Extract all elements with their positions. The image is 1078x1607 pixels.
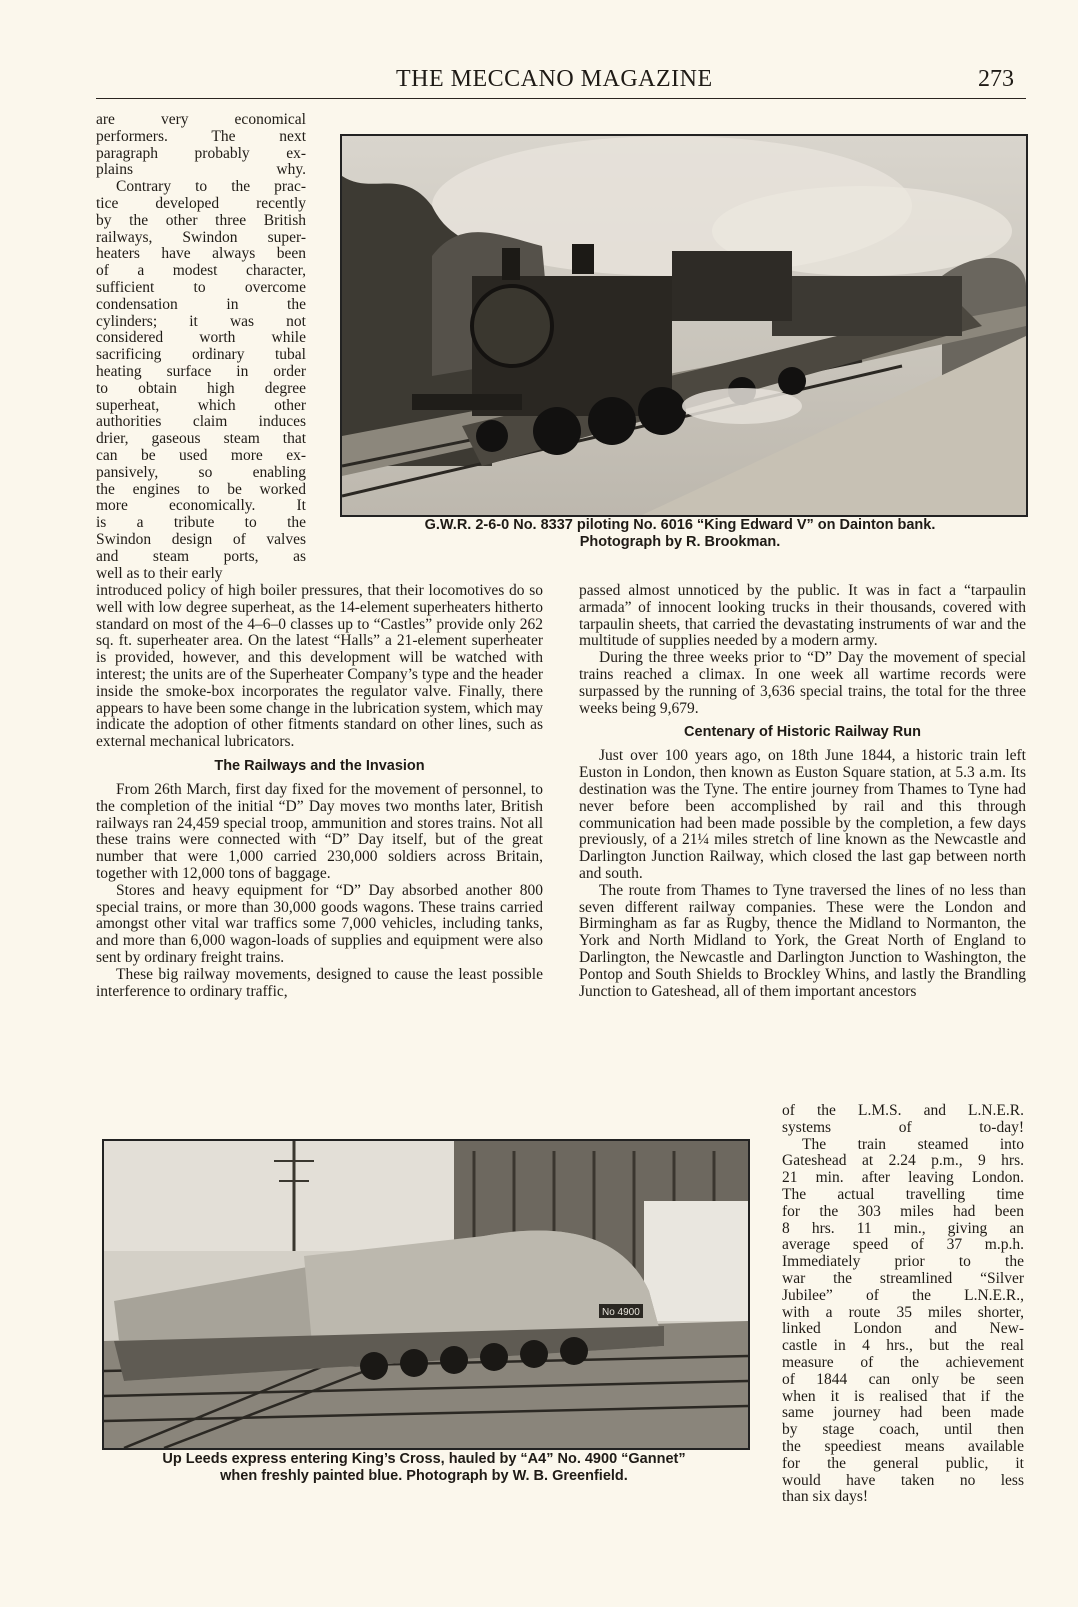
narrow-column-bottom-line: 8 hrs. 11 min., giving an [782,1220,1024,1237]
page-number: 273 [978,66,1014,92]
narrow-column-line: and steam ports, as [96,548,306,565]
narrow-column-bottom-line: measure of the achievement [782,1354,1024,1371]
narrow-column-bottom-line: would have taken no less [782,1472,1024,1489]
narrow-column-bottom-lines [782,1103,1024,1506]
narrow-column-line: well as to their early [96,565,223,582]
narrow-column-line: sufficient to overcome [96,279,306,296]
paragraph-movements: These big railway movements, designed to cause the least possible interference to ordinary traffic, [96,965,543,1000]
narrow-column-bottom-line: linked London and New- [782,1321,1024,1338]
narrow-column-line: drier, gaseous steam that [96,431,306,448]
narrow-column-bottom-line: castle in 4 hrs., but the real [782,1338,1024,1355]
narrow-column-bottom-line: for the 303 miles had been [782,1203,1024,1220]
left-column [96,583,543,1000]
paragraph-route: The route from Thames to Tyne traversed the lines of no less than seven different railway companies. These were the London and Birmingham as far as Rugby, thence the Midland to Normanton, the York and North Midland to York, the Great North of England to Darlington, the Newcastle and Darlington Junction to Washington, the Pontop and South Shields to Brockley Whins, and lastly the Brandling Junction to Gateshead, all of them important ancestors [579,881,1026,1000]
narrow-column-line: tice developed recently [96,195,306,212]
paragraph-stores: Stores and heavy equipment for “D” Day absorbed another 800 special trains, or more than 30,000 goods wagons. These trains carried amongst other vital war traffics some 7,000 vehicles, including tanks, and more than 6,000 wagon-loads of supplies and equipment were also sent by ordinary freight trains. [96,881,543,966]
narrow-column-line: of a modest character, [96,263,306,280]
narrow-column-bottom-line: for the general public, it [782,1455,1024,1472]
narrow-column-line: Contrary to the prac- [116,179,306,196]
narrow-column-line: plains why. [96,162,306,179]
narrow-column-line: more economically. It [96,498,306,515]
narrow-column-line: to obtain high degree [96,380,306,397]
narrow-column-line: Swindon design of valves [96,531,306,548]
narrow-column-line: sacrificing ordinary tubal [96,347,306,364]
bottom-caption-line1: Up Leeds express entering King’s Cross, hauled by “A4” No. 4900 “Gannet” [162,1451,686,1467]
narrow-column-bottom-line: Jubilee” of the L.N.E.R., [782,1287,1024,1304]
narrow-column-bottom-line: same journey had been made [782,1405,1024,1422]
narrow-column-bottom-line: the speediest means available [782,1438,1024,1455]
narrow-column-line: the engines to be worked [96,481,306,498]
engine-number-plate: No 4900 [602,1307,640,1318]
photo-a4-gannet [102,1139,750,1450]
narrow-column-bottom-line: with a route 35 miles shorter, [782,1304,1024,1321]
paragraph-troop-trains: From 26th March, first day fixed for the movement of personnel, to the completion of the initial “D” Day moves two months later, British railways ran 24,459 special troop, ammunition and stores trains. Not all these trains were connected with “D” Day itself, but of the great number that were 1,000 carried 230,000 soldiers across Britain, together with 12,000 tons of baggage. [96,780,543,882]
narrow-column-line: pansively, so enabling [96,464,306,481]
narrow-column-bottom-line: systems of to-day! [782,1119,1024,1136]
streamlined-locomotive-illustration [104,1141,748,1448]
narrow-column-bottom-line: Immediately prior to the [782,1254,1024,1271]
narrow-column-bottom [782,1103,1024,1506]
narrow-column-bottom-line: of 1844 can only be seen [782,1371,1024,1388]
narrow-column-bottom-line: by stage coach, until then [782,1422,1024,1439]
steam-train-illustration [342,136,1026,515]
magazine-title: THE MECCANO MAGAZINE [396,66,713,92]
narrow-column-bottom-line: than six days! [782,1489,869,1506]
narrow-column-line: superheat, which other [96,397,306,414]
paragraph-climax: During the three weeks prior to “D” Day the movement of special trains reached a climax. In one week all wartime records were surpassed by the running of 3,636 special trains, the total for the three weeks being 9,679. [579,649,1026,717]
narrow-column-top [96,112,306,582]
narrow-column-lines [96,112,306,582]
narrow-column-line: cylinders; it was not [96,313,306,330]
top-photo-caption [330,517,1030,551]
heading-centenary: Centenary of Historic Railway Run [684,724,921,741]
narrow-column-line: are very economical [96,112,306,128]
narrow-column-line: is a tribute to the [96,515,306,532]
narrow-column-bottom-line: average speed of 37 m.p.h. [782,1237,1024,1254]
paragraph-historic-train: Just over 100 years ago, on 18th June 1844, a historic train left Euston in London, then known as Euston Square station, at 5.3 a.m. Its destination was the Tyne. The entire journey from Thames to Tyne had never before been accomplished by rail and this through communication had been made possible by the completion, a few days previously, of a 21¼ miles stretch of line known as the Newcastle and Darlington Junction Railway, which closed the last gap between north and south. [579,747,1026,882]
photo-gwr-locomotives [340,134,1028,517]
narrow-column-line: railways, Swindon super- [96,229,306,246]
narrow-column-line: authorities claim induces [96,414,306,431]
narrow-column-line: heaters have always been [96,246,306,263]
top-caption-line2: Photograph by R. Brookman. [579,534,781,550]
running-head [96,66,1026,99]
narrow-column-line: condensation in the [96,296,306,313]
narrow-column-bottom-line: when it is realised that if the [782,1388,1024,1405]
right-column [579,583,1026,1000]
narrow-column-line: can be used more ex- [96,447,306,464]
narrow-column-bottom-line: war the streamlined “Silver [782,1270,1024,1287]
narrow-column-bottom-line: The actual travelling time [782,1186,1024,1203]
narrow-column-bottom-line: Gateshead at 2.24 p.m., 9 hrs. [782,1153,1024,1170]
paragraph-superheat: introduced policy of high boiler pressures, that their locomotives do so well with low degree superheat, as the 14-element superheaters hitherto standard on most of the 4–6–0 classes up to “Castles” provide only 262 sq. ft. superheater area. On the latest “Halls” a 21-element superheater is provided, however, and this development will be watched with interest; the units are of the Superheater Company’s type and the header inside the smoke-box incorporates the regulator valve. Finally, there appears to have been some change in the lubrication system, which may indicate the adoption of other fitments standard on other lines, such as external mechanical lubricators. [96,582,543,751]
narrow-column-bottom-line: 21 min. after leaving London. [782,1170,1024,1187]
narrow-column-line: heating surface in order [96,363,306,380]
narrow-column-line: performers. The next [96,128,306,145]
bottom-photo-caption [98,1451,750,1485]
narrow-column-line: paragraph probably ex- [96,145,306,162]
narrow-column-bottom-line: The train steamed into [802,1136,1024,1153]
paragraph-tarpaulin: passed almost unnoticed by the public. It was in fact a “tarpaulin armada” of innocent looking trucks in their thousands, covered with tarpaulin sheets, that carried the devastating instruments of war and the multitude of supplies needed by a modern army. [579,582,1026,650]
narrow-column-line: considered worth while [96,330,306,347]
heading-railways-invasion: The Railways and the Invasion [214,757,425,774]
narrow-column-bottom-line: of the L.M.S. and L.N.E.R. [782,1103,1024,1119]
narrow-column-line: by the other three British [96,212,306,229]
top-caption-line1: G.W.R. 2-6-0 No. 8337 piloting No. 6016 “King Edward V” on Dainton bank. [424,517,936,533]
bottom-caption-line2: when freshly painted blue. Photograph by W. B. Greenfield. [220,1468,628,1484]
